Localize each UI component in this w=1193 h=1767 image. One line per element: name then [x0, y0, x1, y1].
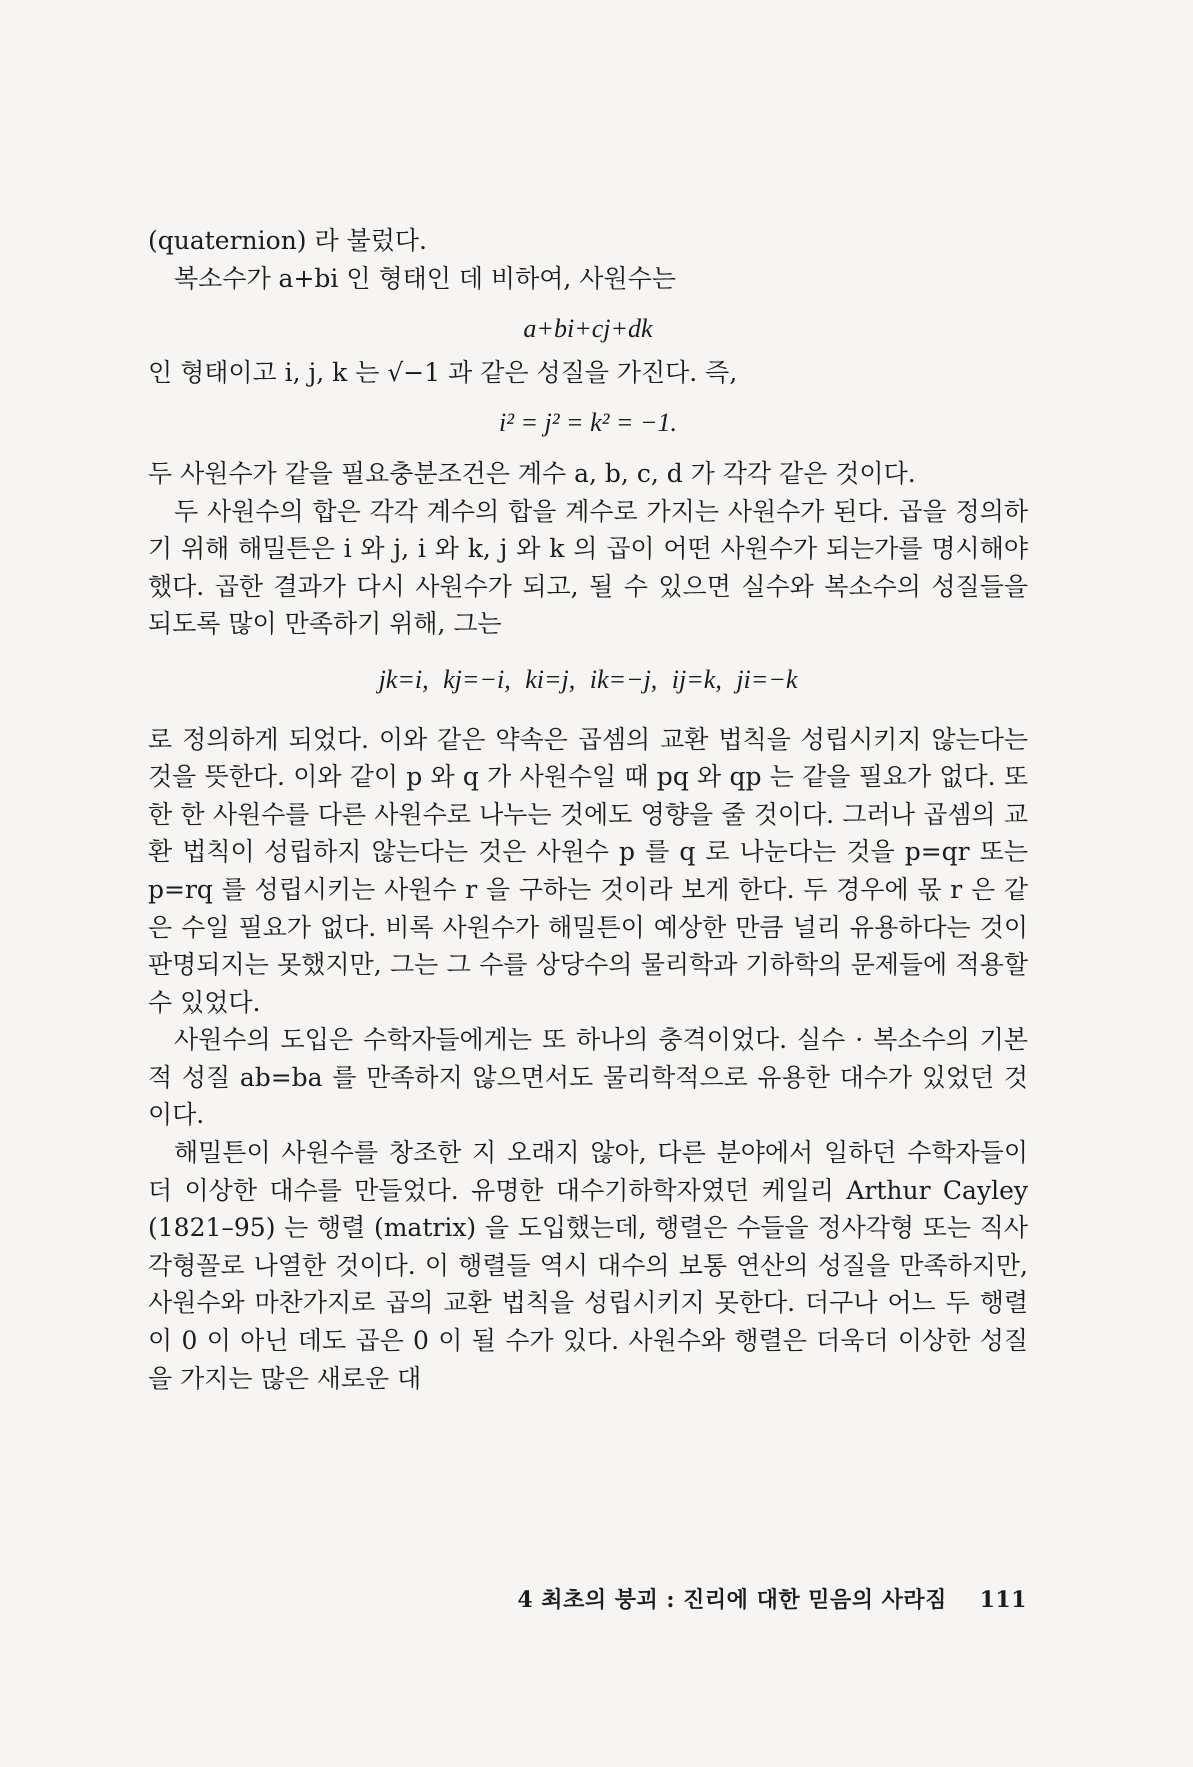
paragraph-ijk-property: 인 형태이고 i, j, k 는 √−1 과 같은 성질을 가진다. 즉,: [148, 357, 738, 387]
equation-product-rules: jk=i, kj=−i, ki=j, ik=−j, ij=k, ji=−k: [378, 664, 798, 694]
paragraph-continuation: (quaternion) 라 불렀다.: [148, 226, 427, 255]
chapter-title: 4 최초의 붕괴 : 진리에 대한 믿음의 사라짐: [517, 1587, 947, 1613]
equation-ijk-squares: i² = j² = k² = −1.: [498, 408, 678, 438]
page-number: 111: [979, 1587, 1027, 1613]
equation-quaternion-form: a+bi+cj+dk: [523, 314, 653, 344]
paragraph-matrices: 해밀튼이 사원수를 창조한 지 오래지 않아, 다른 분야에서 일하던 수학자들이 더 이상한 대수를 만들었다. 유명한 대수기하학자였던 케일리 Arthur Cayley (1821–95) 는 행렬 (matrix) 을 도입했는데, 행렬은 수들을 정사각형 또는 직사각형꼴로 나열한 것이다. 이 행렬들 역시 대수의 보통 연산의 성질을 만족하지만, 사원수와 마찬가지로 곱의 교환 법칙을 성립시키지 못한다. 더구나 어느 두 행렬이 0 이 아닌 데도 곱은 0 이 될 수가 있다. 사원수와 행렬은 더욱더 이상한 성질을 가지는 많은 새로운 대: [148, 1138, 1028, 1393]
paragraph-sum-and-product: 두 사원수의 합은 각각 계수의 합을 계수로 가지는 사원수가 된다. 곱을 정의하기 위해 해밀튼은 i 와 j, i 와 k, j 와 k 의 곱이 어떤 사원수가 되는가를 명시해야 했다. 곱한 결과가 다시 사원수가 되고, 될 수 있으면 실수와 복소수의 성질들을 되도록 많이 만족하기 위해, 그는: [148, 496, 1028, 639]
paragraph-noncommutativity: 로 정의하게 되었다. 이와 같은 약속은 곱셈의 교환 법칙을 성립시키지 않는다는 것을 뜻한다. 이와 같이 p 와 q 가 사원수일 때 pq 와 qp 는 같을 필요가 없다. 또한 한 사원수를 다른 사원수로 나누는 것에도 영향을 줄 것이다. 그러나 곱셈의 교환 법칙이 성립하지 않는다는 것은 사원수 p 를 q 로 나눈다는 것을 p=qr 또는 p=rq 를 성립시키는 사원수 r 을 구하는 것이라 보게 한다. 두 경우에 몫 r 은 같은 수일 필요가 없다. 비록 사원수가 해밀튼이 예상한 만큼 널리 유용하다는 것이 판명되지는 못했지만, 그는 그 수를 상당수의 물리학과 기하학의 문제들에 적용할 수 있었다.: [148, 724, 1028, 1017]
paragraph-shock: 사원수의 도입은 수학자들에게는 또 하나의 충격이었다. 실수 · 복소수의 기본적 성질 ab=ba 를 만족하지 않으면서도 물리학적으로 유용한 대수가 있었던 것이다.: [148, 1025, 1028, 1130]
body-text: [148, 222, 1028, 1397]
running-footer: [517, 1583, 1027, 1614]
paragraph-equality-condition: 두 사원수가 같을 필요충분조건은 계수 a, b, c, d 가 각각 같은 것이다.: [148, 458, 916, 488]
paragraph-complex-vs-quaternion: 복소수가 a+bi 인 형태인 데 비하여, 사원수는: [174, 263, 676, 293]
